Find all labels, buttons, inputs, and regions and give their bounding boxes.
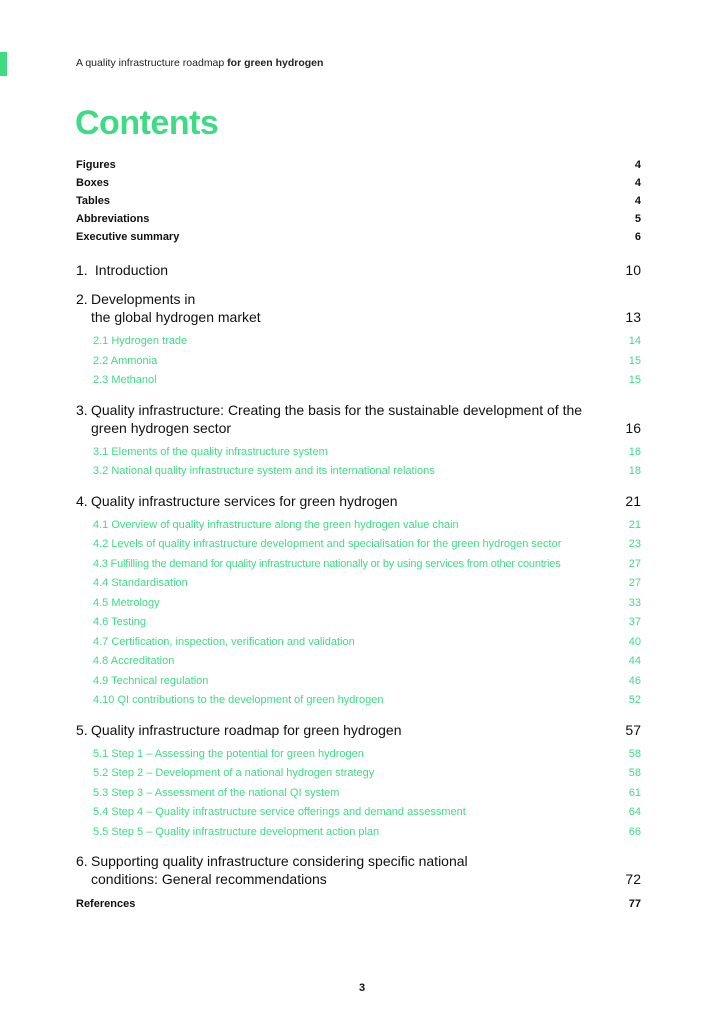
toc-entry-page: 4	[634, 195, 641, 207]
toc-entry-boxes[interactable]	[76, 175, 641, 193]
toc-section-5[interactable]	[76, 721, 641, 739]
section-page: 13	[625, 309, 641, 325]
subsection-page: 27	[628, 557, 641, 570]
subsection-label: 5.3 Step 3 – Assessment of the national QI system	[93, 786, 340, 799]
subsection-label: 4.5 Metrology	[93, 596, 160, 609]
subsection-label: 3.1 Elements of the quality infrastructure system	[93, 445, 328, 458]
subsection-label: 2.1 Hydrogen trade	[93, 335, 188, 347]
toc-entry-label: Executive summary	[76, 231, 180, 243]
subsection-label: 4.7 Certification, inspection, verification and validation	[93, 635, 355, 648]
section-number: 1.	[76, 262, 88, 278]
toc-entry-page: 77	[628, 898, 641, 910]
toc-section-2[interactable]	[76, 290, 641, 326]
toc-section-4[interactable]	[76, 492, 641, 510]
section-label: Introduction	[94, 262, 169, 278]
toc-subsection[interactable]	[76, 535, 641, 555]
toc-subsection[interactable]	[76, 516, 641, 536]
subsection-label: 4.4 Standardisation	[93, 577, 188, 589]
toc-subsection[interactable]	[76, 823, 641, 843]
toc-subsection[interactable]	[76, 672, 641, 692]
subsection-page: 64	[628, 806, 641, 818]
subsection-page: 33	[628, 596, 641, 609]
subsection-page: 44	[628, 655, 641, 667]
toc-subsection[interactable]	[76, 613, 641, 633]
toc-entry-label: References	[76, 898, 136, 910]
subsection-page: 14	[628, 335, 641, 347]
subsection-page: 16	[628, 445, 641, 458]
section-number: 6.	[76, 853, 88, 869]
subsection-label: 5.5 Step 5 – Quality infrastructure development action plan	[93, 825, 380, 838]
toc-entry-page: 4	[634, 177, 641, 189]
subsection-page: 23	[628, 538, 641, 550]
toc-subsection[interactable]	[76, 555, 641, 575]
section-label: Quality infrastructure services for green hydrogen	[91, 492, 398, 509]
subsection-page: 58	[628, 767, 641, 779]
toc-entry-page: 6	[634, 231, 641, 243]
toc-subsection[interactable]	[76, 691, 641, 711]
toc-entry-label: Tables	[76, 195, 111, 207]
subsection-page: 27	[628, 577, 641, 589]
toc-subsection[interactable]	[76, 443, 641, 463]
subsection-label: 4.3 Fulfilling the demand for quality infrastructure nationally or by using services from other countries	[93, 557, 561, 570]
subsection-label: 5.2 Step 2 – Development of a national hydrogen strategy	[93, 767, 375, 779]
toc-entry-abbreviations[interactable]	[76, 211, 641, 229]
toc-subsection[interactable]	[76, 371, 641, 391]
subsection-label: 4.1 Overview of quality infrastructure along the green hydrogen value chain	[93, 518, 459, 531]
subsection-page: 46	[628, 674, 641, 687]
section-number: 4.	[76, 492, 88, 509]
subsection-page: 37	[628, 616, 641, 628]
toc-entry-executive-summary[interactable]	[76, 229, 641, 247]
section-label: Quality infrastructure roadmap for green hydrogen	[91, 721, 402, 738]
subsection-page: 18	[628, 465, 641, 477]
toc-subsection[interactable]	[76, 332, 641, 352]
section-page: 16	[625, 419, 641, 436]
toc-subsection[interactable]	[76, 803, 641, 823]
section-number: 3.	[76, 401, 88, 418]
subsection-page: 66	[628, 825, 641, 838]
toc-subsection[interactable]	[76, 462, 641, 482]
subsection-page: 15	[628, 374, 641, 386]
section-label-line1: Supporting quality infrastructure considering specific national	[91, 853, 468, 869]
subsection-label: 4.10 QI contributions to the development of green hydrogen	[93, 694, 384, 706]
subsection-page: 52	[628, 694, 641, 706]
toc-subsection[interactable]	[76, 745, 641, 765]
toc-subsection[interactable]	[76, 784, 641, 804]
section-label-line1: Quality infrastructure: Creating the basis for the sustainable development of the	[91, 401, 583, 418]
toc-entry-page: 5	[634, 213, 641, 225]
subsection-label: 2.2 Ammonia	[93, 354, 158, 367]
section-number: 5.	[76, 721, 88, 738]
toc-subsection[interactable]	[76, 652, 641, 672]
toc-entry-label: Boxes	[76, 177, 110, 189]
header-prefix: A quality infrastructure roadmap	[76, 57, 225, 69]
subsection-label: 5.4 Step 4 – Quality infrastructure service offerings and demand assessment	[93, 806, 466, 818]
subsection-label: 2.3 Methanol	[93, 374, 157, 386]
page-title: Contents	[75, 104, 219, 142]
subsection-page: 15	[628, 354, 641, 367]
subsection-label: 3.2 National quality infrastructure system and its international relations	[93, 465, 435, 477]
section-page: 21	[625, 492, 641, 509]
subsection-label: 4.9 Technical regulation	[93, 674, 209, 687]
toc-entry-figures[interactable]	[76, 157, 641, 175]
accent-bar	[0, 52, 7, 76]
section-number: 2.	[76, 291, 88, 307]
section-page: 57	[625, 721, 641, 738]
toc-subsection[interactable]	[76, 633, 641, 653]
toc-subsection[interactable]	[76, 574, 641, 594]
toc-entry-tables[interactable]	[76, 193, 641, 211]
table-of-contents	[76, 157, 641, 914]
section-page: 72	[625, 871, 641, 887]
section-label-line1: Developments in	[91, 291, 196, 307]
subsection-page: 58	[628, 747, 641, 760]
toc-section-1[interactable]	[76, 261, 641, 279]
subsection-page: 40	[628, 635, 641, 648]
toc-entry-label: Abbreviations	[76, 213, 150, 225]
toc-section-3[interactable]	[76, 401, 641, 437]
toc-subsection[interactable]	[76, 594, 641, 614]
page-number: 3	[358, 982, 366, 994]
toc-section-6[interactable]	[76, 852, 641, 888]
section-label-line2: conditions: General recommendations	[91, 871, 327, 887]
header-bold: for green hydrogen	[227, 57, 324, 69]
toc-subsection[interactable]	[76, 352, 641, 372]
subsection-label: 4.8 Accreditation	[93, 655, 175, 667]
subsection-page: 61	[628, 786, 641, 799]
running-header	[76, 57, 323, 69]
subsection-page: 21	[628, 518, 641, 531]
toc-entry-page: 4	[634, 159, 641, 171]
subsection-label: 4.6 Testing	[93, 616, 147, 628]
toc-entry-label: Figures	[76, 159, 116, 171]
section-label-line2: green hydrogen sector	[91, 419, 232, 436]
toc-entry-references[interactable]	[76, 896, 641, 914]
subsection-label: 5.1 Step 1 – Assessing the potential for green hydrogen	[93, 747, 364, 760]
section-label-line2: the global hydrogen market	[91, 309, 261, 325]
section-page: 10	[625, 262, 641, 278]
toc-subsection[interactable]	[76, 764, 641, 784]
subsection-label: 4.2 Levels of quality infrastructure development and specialisation for the green hydrogen sector	[93, 538, 562, 550]
